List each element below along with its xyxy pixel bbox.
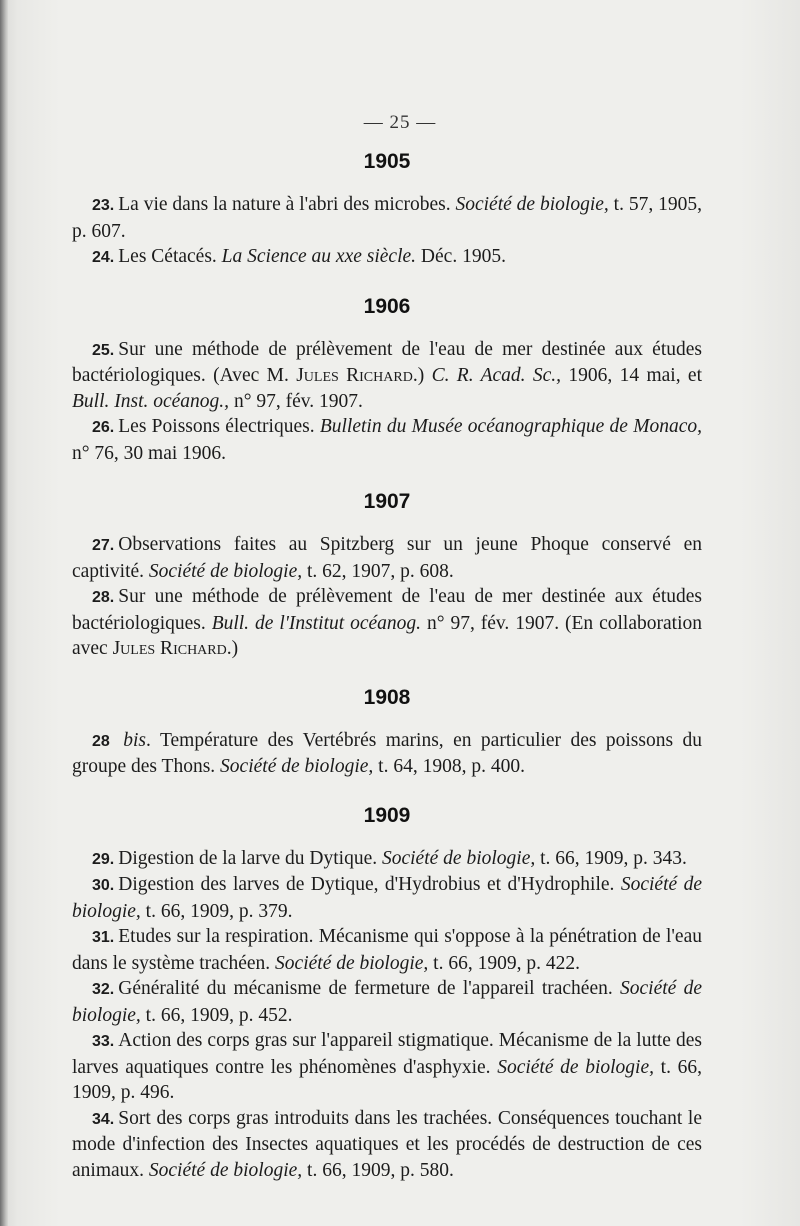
list-item: 31. Etudes sur la respiration. Mécanisme qui s'oppose à la pénétration de l'eau dans le système trachéen. Société de biologie, t. 66, 1909, p. 422. — [72, 926, 702, 974]
journal-title: Société de biologie, — [497, 1056, 655, 1078]
year-section-1906 — [72, 295, 702, 467]
journal-title: Bull. de l'Institut océanog. — [211, 612, 422, 634]
year-heading: 1907 — [363, 490, 411, 513]
author-name: Jules Richard — [296, 365, 413, 386]
entry-number: 34. — [92, 1110, 115, 1128]
year-section-1908 — [72, 686, 702, 780]
journal-title: Société de biologie, — [148, 1159, 303, 1181]
list-item: 29. Digestion de la larve du Dytique. Société de biologie, t. 66, 1909, p. 343. — [92, 847, 687, 869]
journal-title: Société de biologie, — [72, 874, 703, 922]
entry-number: 28 — [92, 732, 110, 750]
list-item: 28 bis. Température des Vertébrés marins, en particulier des poissons du groupe des Thons. Société de biologie, t. 64, 1908, p. 400. — [72, 729, 703, 777]
journal-title: Société de biologie, — [148, 560, 303, 582]
journal-title: Bull. Inst. océanog., — [72, 390, 230, 412]
entry-number: 27. — [92, 537, 115, 554]
entry-number: 33. — [92, 1033, 115, 1050]
entry-suffix: bis — [123, 729, 146, 751]
journal-title: La Science au xxe siècle. — [221, 246, 417, 267]
journal-title: Société de biologie, — [72, 978, 702, 1026]
list-item: 23. La vie dans la nature à l'abri des microbes. Société de biologie, t. 57, 1905, p. 607. — [72, 194, 702, 242]
author-name: Jules Richard — [112, 638, 227, 659]
journal-title: Société de biologie, — [275, 952, 429, 974]
entry-number: 25. — [92, 341, 115, 359]
entry-number: 24. — [92, 249, 115, 266]
year-heading: 1905 — [363, 150, 411, 173]
journal-title: Bulletin du Musée océanographique de Monaco, — [319, 416, 703, 437]
list-item: 26. Les Poissons électriques. Bulletin du Musée océanographique de Monaco, n° 76, 30 mai 1906. — [72, 416, 703, 464]
entry-number: 32. — [92, 981, 115, 998]
list-item: 28. Sur une méthode de prélèvement de l'eau de mer destinée aux études bactériologiques. Bull. de l'Institut océanog. n° 97, fév. 1907. (En collaboration avec Jules Richard.) — [72, 586, 702, 659]
journal-title: Société de biologie, — [220, 756, 374, 777]
journal-title: Société de biologie, — [381, 847, 536, 869]
year-section-1905 — [72, 150, 702, 271]
entry-number: 28. — [92, 589, 115, 606]
list-item: 33. Action des corps gras sur l'appareil stigmatique. Mécanisme de la lutte des larves aquatiques contre les phénomènes d'asphyxie. Société de biologie, t. 66, 1909, p. 496. — [72, 1030, 702, 1103]
year-heading: 1908 — [363, 685, 411, 709]
bibliography-content — [72, 150, 702, 1183]
list-item: 34. Sort des corps gras introduits dans les trachées. Conséquences touchant le mode d'infection des Insectes aquatiques et les procédés de destruction de ces animaux. Société de biologie, t. 66, 1909, p. 580. — [72, 1107, 702, 1181]
year-section-1907 — [72, 490, 702, 662]
page-number: — 25 — — [363, 112, 437, 133]
entry-number: 29. — [92, 850, 115, 868]
year-heading: 1909 — [363, 803, 411, 827]
page-binding-edge — [0, 0, 8, 1226]
year-heading: 1906 — [363, 294, 411, 318]
list-item: 30. Digestion des larves de Dytique, d'Hydrobius et d'Hydrophile. Société de biologie, t. 66, 1909, p. 379. — [72, 874, 703, 922]
entry-number: 26. — [92, 419, 115, 436]
entry-number: 31. — [92, 929, 115, 946]
year-section-1909 — [72, 804, 702, 1184]
list-item: 27. Observations faites au Spitzberg sur un jeune Phoque conservé en captivité. Société de biologie, t. 62, 1907, p. 608. — [72, 534, 702, 582]
list-item: 32. Généralité du mécanisme de fermeture de l'appareil trachéen. Société de biologie, t. 66, 1909, p. 452. — [72, 978, 702, 1026]
journal-title: Société de biologie, — [455, 194, 609, 215]
list-item: 24. Les Cétacés. La Science au xxe siècle. Déc. 1905. — [92, 246, 506, 267]
journal-title: C. R. Acad. Sc., — [431, 365, 562, 386]
entry-number: 23. — [92, 197, 115, 214]
list-item: 25. Sur une méthode de prélèvement de l'eau de mer destinée aux études bactériologiques. (Avec M. Jules Richard.) C. R. Acad. Sc., 1906, 14 mai, et Bull. Inst. océanog., n° 97, fév. 1907. — [72, 338, 702, 412]
entry-number: 30. — [92, 877, 115, 894]
